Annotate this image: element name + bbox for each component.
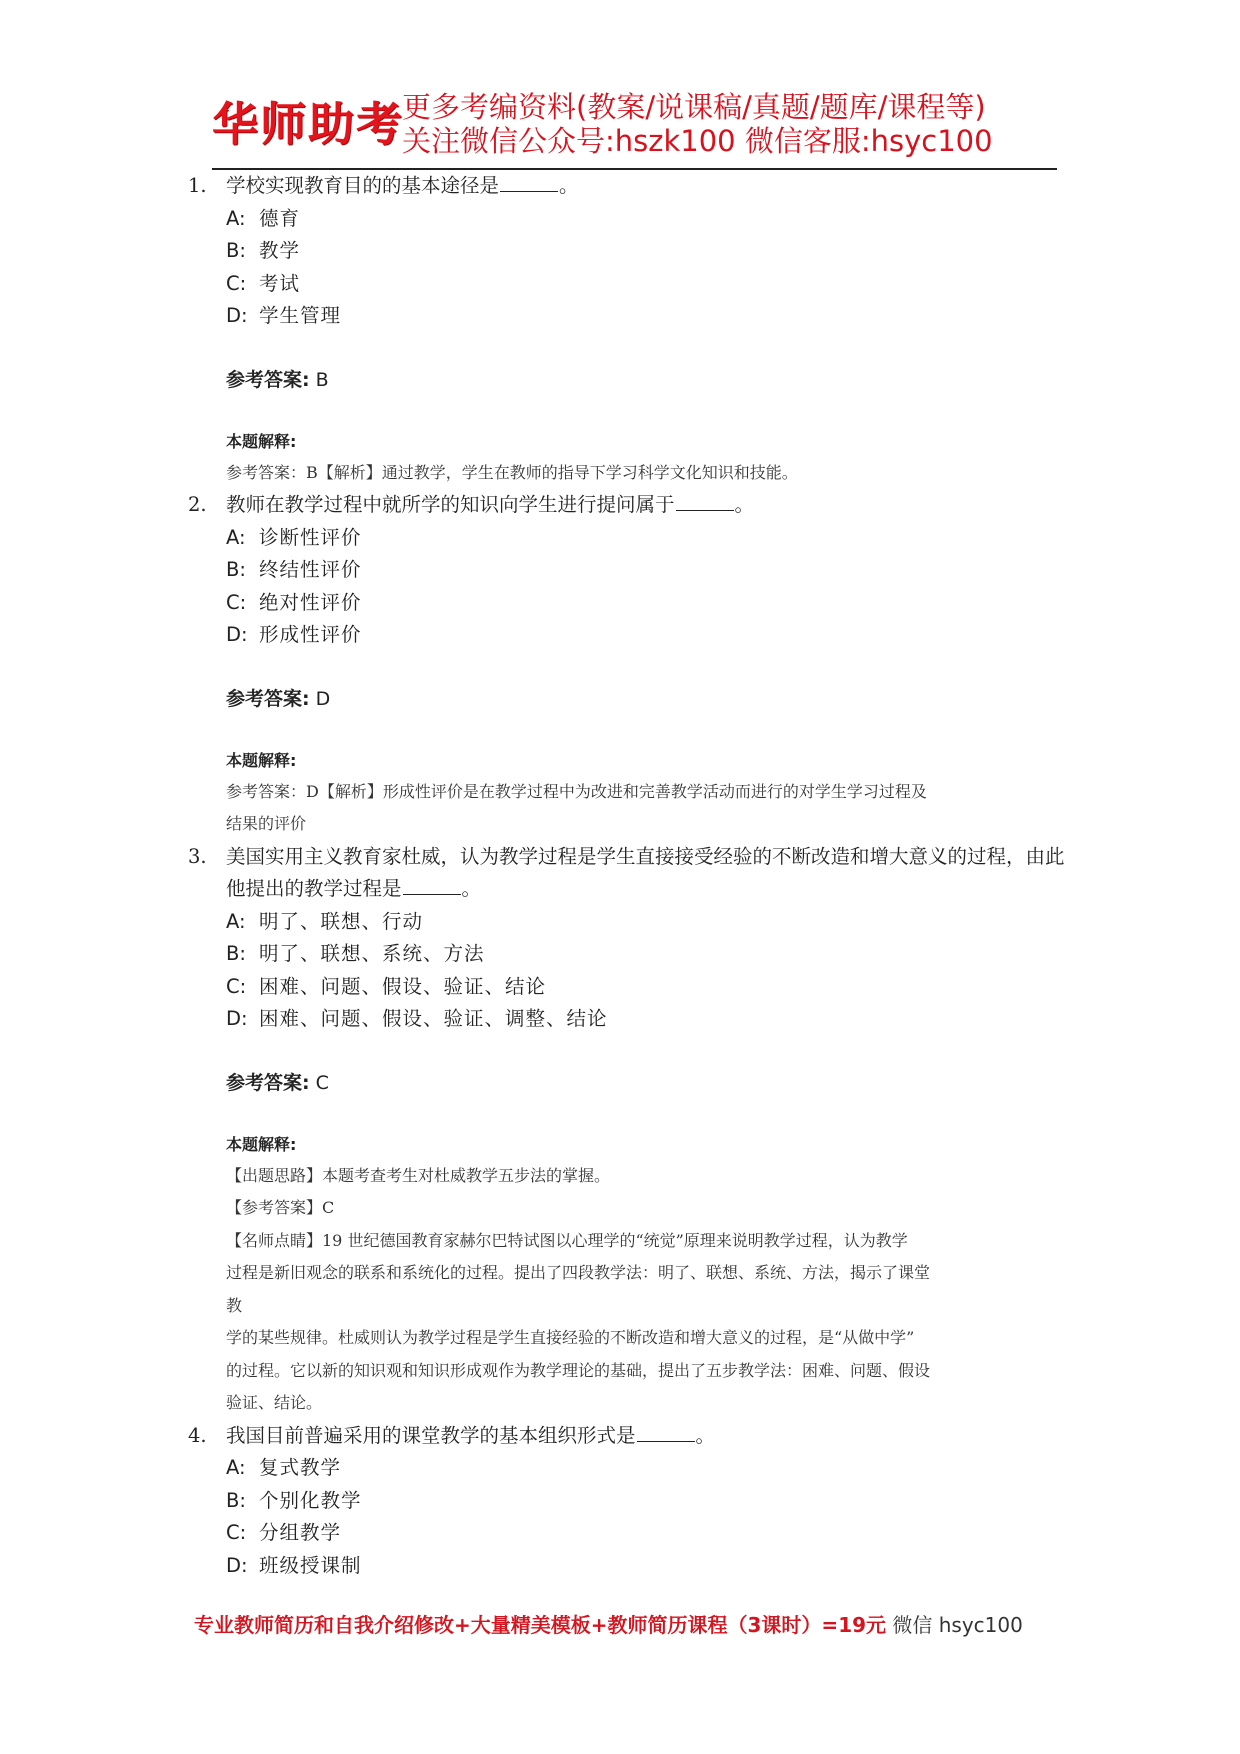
explanation-title: 本题解释: — [226, 750, 297, 770]
option-b — [188, 1485, 1068, 1518]
option-text: 教学 — [259, 239, 301, 262]
question-text: 美国实用主义教育家杜威，认为教学过程是学生直接接受经验的不断改造和增大意义的过程，由此他提出的教学过程是 — [226, 844, 1065, 900]
question-1 — [188, 170, 1068, 489]
option-text: 困难、问题、假设、验证、结论 — [259, 974, 547, 998]
option-text: 考试 — [259, 271, 301, 295]
option-c — [188, 971, 1068, 1004]
answer-label: 参考答案: — [226, 1071, 310, 1094]
option-d — [188, 1550, 1068, 1583]
option-text: 明了、联想、系统、方法 — [259, 942, 485, 965]
option-c — [188, 587, 1068, 620]
explanation-line: 【参考答案】C — [226, 1198, 335, 1217]
option-text: 绝对性评价 — [259, 590, 362, 614]
question-text-end: 。 — [695, 1423, 716, 1447]
reference-answer — [188, 1068, 1068, 1098]
option-text: 德育 — [259, 206, 301, 230]
question-number: 1. — [188, 174, 207, 197]
explanation-title: 本题解释: — [226, 431, 297, 451]
answer-label: 参考答案: — [226, 368, 310, 391]
question-4 — [188, 1420, 1068, 1583]
answer-blank — [676, 492, 734, 511]
option-letter: D: — [226, 1553, 248, 1577]
option-letter: D: — [226, 1007, 248, 1030]
question-number: 2. — [188, 493, 207, 516]
question-3 — [188, 841, 1068, 1420]
option-letter: A: — [226, 206, 246, 230]
option-a — [188, 1452, 1068, 1485]
option-text: 困难、问题、假设、验证、调整、结论 — [259, 1007, 608, 1030]
option-text: 诊断性评价 — [259, 525, 362, 549]
option-d — [188, 300, 1068, 333]
question-stem — [188, 489, 1068, 522]
header-banner — [212, 88, 1048, 160]
header-tagline-2: 关注微信公众号:hszk100 微信客服:hsyc100 — [402, 124, 993, 158]
footer-promo-text: 专业教师简历和自我介绍修改+大量精美模板+教师简历课程（3课时）=19元 — [194, 1613, 887, 1637]
reference-answer — [188, 684, 1068, 714]
option-b — [188, 235, 1068, 268]
option-letter: B: — [226, 1488, 246, 1512]
option-c — [188, 1517, 1068, 1550]
option-letter: B: — [226, 942, 246, 965]
explanation-line: 【名师点睛】19 世纪德国教育家赫尔巴特试图以心理学的“统觉”原理来说明教学过程，认为教学 — [226, 1230, 908, 1250]
explanation-line: 【出题思路】本题考查考生对杜威教学五步法的掌握。 — [226, 1165, 611, 1185]
option-letter: B: — [226, 558, 246, 581]
answer-blank — [500, 173, 558, 192]
question-text: 教师在教学过程中就所学的知识向学生进行提问属于 — [226, 493, 675, 516]
option-text: 终结性评价 — [259, 558, 362, 581]
option-a — [188, 522, 1068, 555]
question-text: 学校实现教育目的的基本途径是 — [226, 174, 500, 197]
question-list — [188, 170, 1068, 1582]
footer-promo — [194, 1610, 1074, 1640]
option-letter: A: — [226, 1456, 246, 1479]
option-letter: A: — [226, 909, 246, 933]
question-text-end: 。 — [461, 877, 482, 900]
question-stem — [188, 1420, 1068, 1453]
option-a — [188, 906, 1068, 939]
option-letter: C: — [226, 271, 247, 295]
answer-blank — [637, 1423, 695, 1442]
footer-contact: 微信 hsyc100 — [886, 1613, 1023, 1637]
question-text: 我国目前普遍采用的课堂教学的基本组织形式是 — [226, 1423, 636, 1447]
option-letter: B: — [226, 239, 246, 262]
option-text: 学生管理 — [259, 304, 342, 327]
answer-label: 参考答案: — [226, 687, 310, 710]
explanation-line: 学的某些规律。杜威则认为教学过程是学生直接经验的不断改造和增大意义的过程，是“从做中学” — [226, 1328, 915, 1347]
question-number: 4. — [188, 1423, 207, 1447]
explanation-line: 教 — [226, 1295, 243, 1315]
option-text: 明了、联想、行动 — [259, 909, 424, 933]
explanation-title: 本题解释: — [226, 1134, 297, 1154]
question-number: 3. — [188, 844, 207, 868]
explanation-line: 参考答案：D【解析】形成性评价是在教学过程中为改进和完善教学活动而进行的对学生学习过程及 — [226, 781, 927, 801]
option-text: 班级授课制 — [259, 1553, 362, 1577]
answer-value: C — [315, 1071, 329, 1094]
question-text-end: 。 — [734, 493, 755, 516]
option-text: 个别化教学 — [259, 1488, 362, 1512]
explanation-line: 过程是新旧观念的联系和系统化的过程。提出了四段教学法：明了、联想、系统、方法，揭示了课堂 — [226, 1263, 931, 1282]
answer-value: D — [315, 687, 331, 710]
reference-answer — [188, 365, 1068, 395]
option-letter: D: — [226, 304, 248, 327]
option-b — [188, 554, 1068, 587]
option-text: 形成性评价 — [259, 623, 362, 646]
option-b — [188, 938, 1068, 971]
explanation-line: 参考答案：B【解析】通过教学，学生在教师的指导下学习科学文化知识和技能。 — [226, 462, 798, 482]
option-c — [188, 268, 1068, 301]
option-letter: D: — [226, 623, 248, 646]
option-text: 分组教学 — [259, 1521, 342, 1544]
question-stem — [188, 841, 1068, 906]
option-a — [188, 203, 1068, 236]
question-text-end: 。 — [559, 174, 579, 197]
explanation-line: 的过程。它以新的知识观和知识形成观作为教学理论的基础，提出了五步教学法：困难、问题、假设 — [226, 1360, 931, 1380]
option-d — [188, 619, 1068, 652]
question-stem — [188, 170, 1068, 203]
explanation-line: 验证、结论。 — [226, 1393, 323, 1412]
brand-logo: 华师助考 — [212, 97, 404, 151]
option-letter: A: — [226, 525, 246, 549]
option-letter: C: — [226, 590, 247, 614]
question-2 — [188, 489, 1068, 841]
option-d — [188, 1003, 1068, 1036]
answer-value: B — [315, 368, 329, 391]
explanation-line: 结果的评价 — [226, 814, 307, 833]
option-text: 复式教学 — [259, 1456, 342, 1479]
option-letter: C: — [226, 1521, 247, 1544]
option-letter: C: — [226, 974, 247, 998]
answer-blank — [403, 876, 461, 895]
header-tagline-1: 更多考编资料(教案/说课稿/真题/题库/课程等) — [402, 90, 986, 124]
